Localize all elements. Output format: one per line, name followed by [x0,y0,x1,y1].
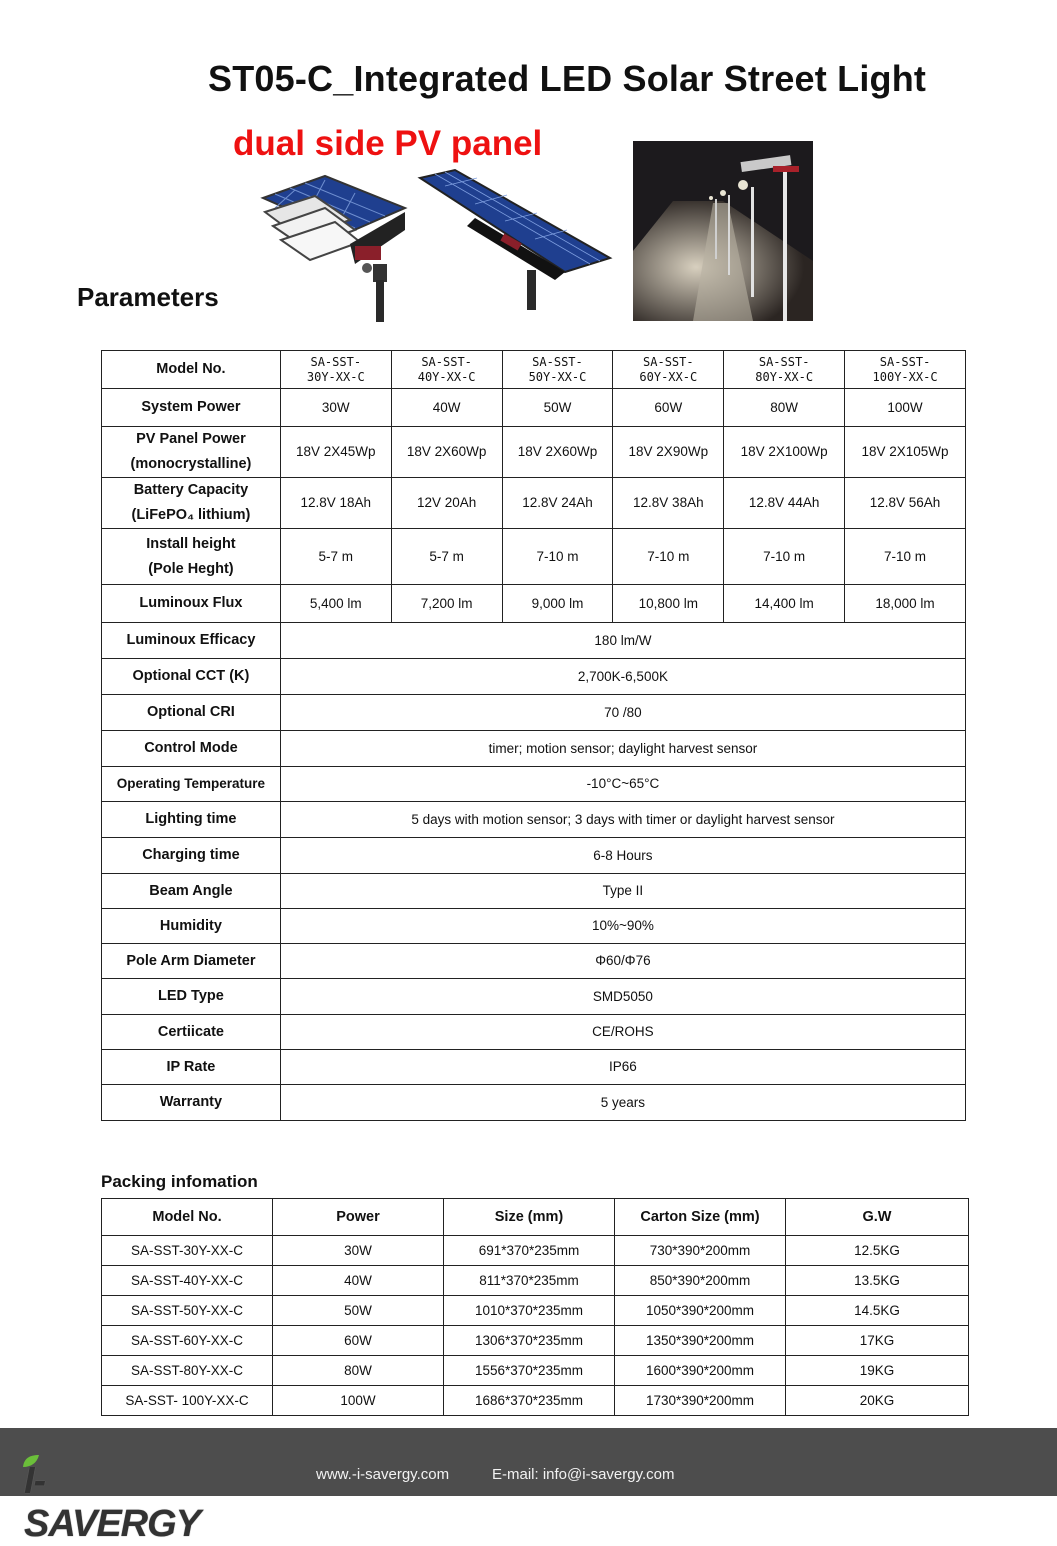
table-cell: Type II [280,874,965,909]
table-row [102,874,966,909]
header-cell: Model No. [102,1199,273,1236]
table-cell: 19KG [786,1356,969,1386]
row-label: Lighting time [102,802,281,838]
table-cell: 30W [280,389,391,427]
brand-logo [10,1438,210,1545]
row-label: Optional CCT (K) [102,659,281,695]
table-cell: 12.8V 44Ah [724,478,845,529]
table-cell: SA-SST-40Y-XX-C [102,1266,273,1296]
section-title-packing: Packing infomation [101,1172,258,1191]
table-row [102,623,966,659]
table-row [102,838,966,874]
table-row [102,659,966,695]
table-cell: 5 years [280,1085,965,1121]
table-cell: 18V 2X100Wp [724,427,845,478]
row-label: Control Mode [102,731,281,767]
row-label: Luminoux Efficacy [102,623,281,659]
table-cell: 14.5KG [786,1296,969,1326]
table-cell: 691*370*235mm [444,1236,615,1266]
table-row [102,767,966,802]
table-cell: 10,800 lm [613,585,724,623]
header-model-no: Model No. [102,351,281,389]
table-row [102,979,966,1015]
packing-table [101,1198,969,1416]
table-cell: 13.5KG [786,1266,969,1296]
table-cell: 850*390*200mm [615,1266,786,1296]
website-link[interactable]: www.-i-savergy.com [316,1466,450,1483]
table-cell: 18V 2X90Wp [613,427,724,478]
row-label: Optional CRI [102,695,281,731]
table-cell: Φ60/Φ76 [280,944,965,979]
table-cell: 80W [273,1356,444,1386]
table-cell: 9,000 lm [502,585,613,623]
table-cell: 12.8V 18Ah [280,478,391,529]
table-cell: 811*370*235mm [444,1266,615,1296]
row-label: Operating Temperature [102,767,281,802]
table-cell: 1556*370*235mm [444,1356,615,1386]
table-cell: 5 days with motion sensor; 3 days with timer or daylight harvest sensor [280,802,965,838]
table-cell: 180 lm/W [280,623,965,659]
row-label: LED Type [102,979,281,1015]
model-cell: SA-SST- 40Y-XX-C [391,351,502,389]
table-cell: SA-SST-30Y-XX-C [102,1236,273,1266]
table-cell: 5-7 m [391,529,502,585]
product-image-lamp-top [415,168,615,313]
table-row [102,944,966,979]
table-cell: CE/ROHS [280,1015,965,1050]
table-cell: 1306*370*235mm [444,1326,615,1356]
table-cell: -10°C~65°C [280,767,965,802]
table-cell: 7-10 m [845,529,966,585]
table-cell: SMD5050 [280,979,965,1015]
header-cell: Power [273,1199,444,1236]
table-cell: 50W [273,1296,444,1326]
table-row [102,802,966,838]
table-row [102,1326,969,1356]
table-row [102,1266,969,1296]
table-cell: 40W [273,1266,444,1296]
model-cell: SA-SST- 50Y-XX-C [502,351,613,389]
row-label: IP Rate [102,1050,281,1085]
table-cell: 2,700K-6,500K [280,659,965,695]
table-cell: 17KG [786,1326,969,1356]
row-label: Charging time [102,838,281,874]
row-label: Battery Capacity (LiFePO₄ lithium) [102,478,281,529]
table-cell: 1010*370*235mm [444,1296,615,1326]
table-cell: 1600*390*200mm [615,1356,786,1386]
email-link[interactable]: E-mail: info@i-savergy.com [492,1466,675,1483]
table-row [102,1386,969,1416]
table-cell: 50W [502,389,613,427]
row-label: Pole Arm Diameter [102,944,281,979]
table-row [102,909,966,944]
header-cell: G.W [786,1199,969,1236]
model-cell: SA-SST- 80Y-XX-C [724,351,845,389]
table-row [102,529,966,585]
table-cell: 70 /80 [280,695,965,731]
document-subtitle: dual side PV panel [233,124,543,163]
row-label: Beam Angle [102,874,281,909]
document-title: ST05-C_Integrated LED Solar Street Light [208,58,927,99]
footer-bar [0,1428,1057,1545]
table-cell: 14,400 lm [724,585,845,623]
table-cell: 10%~90% [280,909,965,944]
table-cell: SA-SST-80Y-XX-C [102,1356,273,1386]
table-cell: SA-SST-50Y-XX-C [102,1296,273,1326]
table-row [102,351,966,389]
table-cell: 12.8V 24Ah [502,478,613,529]
table-cell: 18V 2X60Wp [502,427,613,478]
table-row [102,1050,966,1085]
table-cell: 1050*390*200mm [615,1296,786,1326]
table-row [102,478,966,529]
table-row [102,1296,969,1326]
section-title-parameters: Parameters [77,282,219,312]
table-cell: timer; motion sensor; daylight harvest sensor [280,731,965,767]
row-label: Luminoux Flux [102,585,281,623]
table-cell: IP66 [280,1050,965,1085]
header-cell: Carton Size (mm) [615,1199,786,1236]
model-cell: SA-SST- 60Y-XX-C [613,351,724,389]
table-cell: 12.8V 38Ah [613,478,724,529]
table-cell: 100W [273,1386,444,1416]
table-cell: SA-SST- 100Y-XX-C [102,1386,273,1416]
parameters-table [101,350,966,1121]
table-row [102,695,966,731]
table-cell: 7,200 lm [391,585,502,623]
table-cell: 1350*390*200mm [615,1326,786,1356]
table-cell: 12V 20Ah [391,478,502,529]
table-cell: 80W [724,389,845,427]
table-row [102,389,966,427]
header-cell: Size (mm) [444,1199,615,1236]
table-cell: 5-7 m [280,529,391,585]
table-row [102,1236,969,1266]
model-cell: SA-SST- 30Y-XX-C [280,351,391,389]
table-cell: 7-10 m [502,529,613,585]
table-cell: 12.8V 56Ah [845,478,966,529]
table-row [102,427,966,478]
table-row [102,1085,966,1121]
table-cell: 40W [391,389,502,427]
brand-name: I-SAVERGY [24,1460,201,1545]
product-image-lamp-side [255,168,420,328]
row-label: Warranty [102,1085,281,1121]
table-cell: 12.5KG [786,1236,969,1266]
table-cell: 18V 2X60Wp [391,427,502,478]
table-cell: 18V 2X105Wp [845,427,966,478]
table-row [102,1356,969,1386]
table-row [102,1015,966,1050]
table-cell: 20KG [786,1386,969,1416]
table-row [102,585,966,623]
table-cell: 18,000 lm [845,585,966,623]
table-cell: 100W [845,389,966,427]
model-cell: SA-SST- 100Y-XX-C [845,351,966,389]
table-cell: 7-10 m [724,529,845,585]
street-night-photo [633,141,813,321]
row-label: PV Panel Power (monocrystalline) [102,427,281,478]
table-cell: 5,400 lm [280,585,391,623]
table-cell: 18V 2X45Wp [280,427,391,478]
table-cell: 6-8 Hours [280,838,965,874]
table-cell: 60W [613,389,724,427]
row-label: Certiicate [102,1015,281,1050]
table-cell: SA-SST-60Y-XX-C [102,1326,273,1356]
table-cell: 1730*390*200mm [615,1386,786,1416]
row-label: Install height (Pole Heght) [102,529,281,585]
row-label: Humidity [102,909,281,944]
table-cell: 7-10 m [613,529,724,585]
table-row [102,1199,969,1236]
table-row [102,731,966,767]
row-label: System Power [102,389,281,427]
table-cell: 30W [273,1236,444,1266]
table-cell: 730*390*200mm [615,1236,786,1266]
table-cell: 1686*370*235mm [444,1386,615,1416]
table-cell: 60W [273,1326,444,1356]
